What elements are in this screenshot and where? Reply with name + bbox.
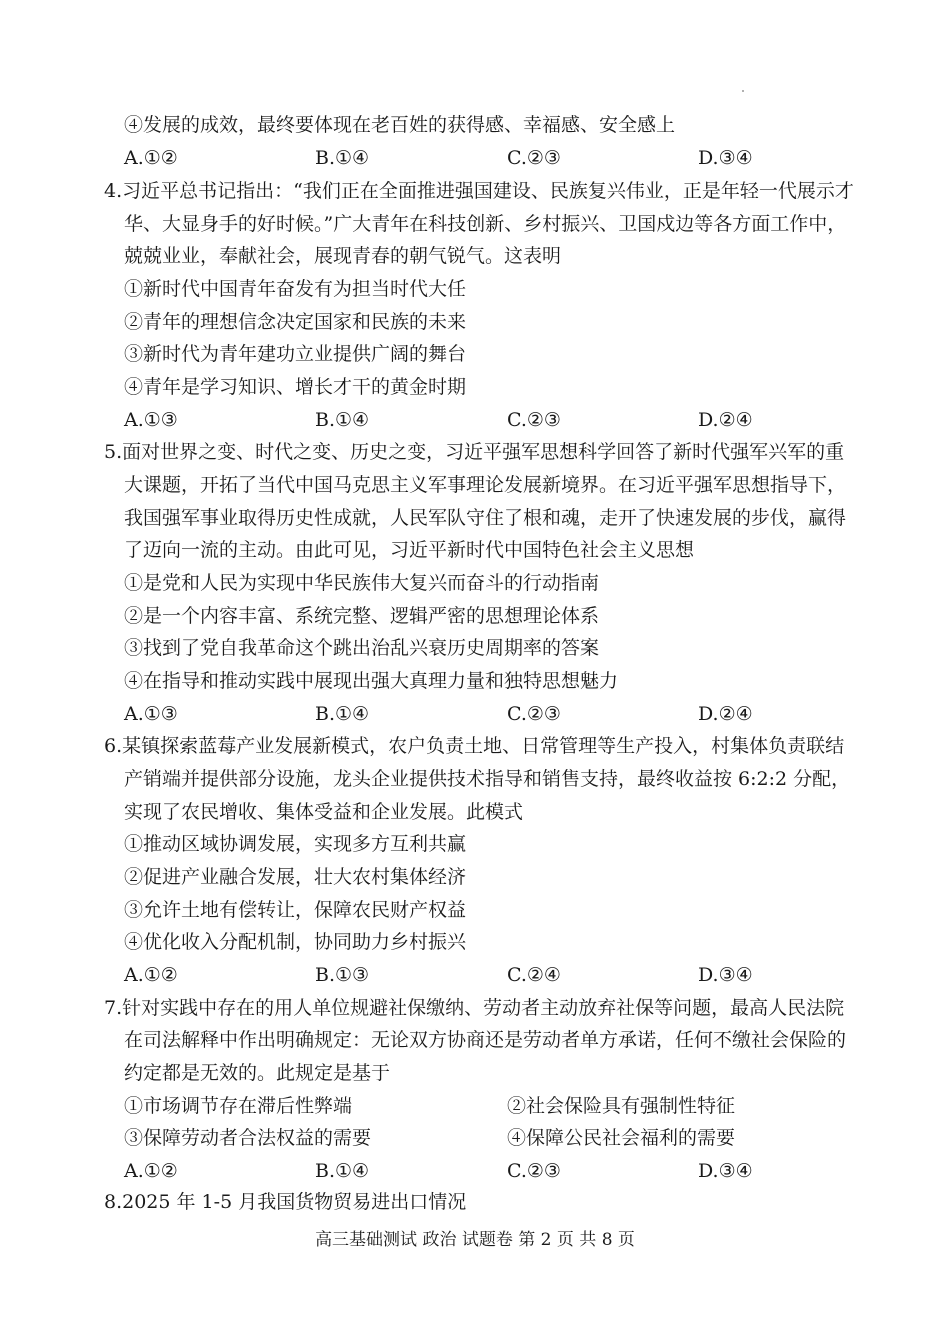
q7-statement-3: ③保障劳动者合法权益的需要 — [124, 1127, 372, 1149]
q7-option-a: A.①② — [124, 1160, 178, 1182]
q5-stem-line-3: 我国强军事业取得历史性成就，人民军队守住了根和魂，走开了快速发展的步伐，赢得 — [124, 507, 847, 529]
q7-stem-line-1: 7.针对实践中存在的用人单位规避社保缴纳、劳动者主动放弃社保等问题，最高人民法院 — [104, 997, 845, 1019]
q3-option-c: C.②③ — [507, 147, 561, 169]
q5-stem-line-2: 大课题，开拓了当代中国马克思主义军事理论发展新境界。在习近平强军思想指导下， — [124, 474, 847, 496]
q6-stem-line-3: 实现了农民增收、集体受益和企业发展。此模式 — [124, 801, 524, 823]
q3-option-a: A.①② — [124, 147, 178, 169]
q4-statement-2: ②青年的理想信念决定国家和民族的未来 — [124, 311, 467, 333]
q7-statements-row-1 — [124, 1094, 904, 1118]
q5-options — [124, 702, 904, 726]
q6-option-d: D.③④ — [698, 964, 753, 986]
q5-stem-line-1: 5.面对世界之变、时代之变、历史之变，习近平强军思想科学回答了新时代强军兴军的重 — [104, 441, 845, 463]
q6-option-c: C.②④ — [507, 964, 561, 986]
q4-statement-4: ④青年是学习知识、增长才干的黄金时期 — [124, 376, 467, 398]
q4-option-a: A.①③ — [124, 409, 178, 431]
q4-option-b: B.①④ — [315, 409, 370, 431]
q6-stem-line-1: 6.某镇探索蓝莓产业发展新模式，农户负责土地、日常管理等生产投入，村集体负责联结 — [104, 735, 845, 757]
q5-statement-4: ④在指导和推动实践中展现出强大真理力量和独特思想魅力 — [124, 670, 619, 692]
q6-statement-3: ③允许土地有偿转让，保障农民财产权益 — [124, 899, 467, 921]
q4-option-c: C.②③ — [507, 409, 561, 431]
q6-statement-4: ④优化收入分配机制，协同助力乡村振兴 — [124, 931, 467, 953]
q8-stem: 8.2025 年 1-5 月我国货物贸易进出口情况 — [104, 1191, 467, 1213]
q6-option-b: B.①③ — [315, 964, 370, 986]
q7-statement-4: ④保障公民社会福利的需要 — [507, 1127, 736, 1149]
q3-option-b: B.①④ — [315, 147, 370, 169]
q6-statement-2: ②促进产业融合发展，壮大农村集体经济 — [124, 866, 467, 888]
q5-statement-1: ①是党和人民为实现中华民族伟大复兴而奋斗的行动指南 — [124, 572, 600, 594]
q7-statements-row-2 — [124, 1126, 904, 1150]
q4-stem-line-3: 兢兢业业，奉献社会，展现青春的朝气锐气。这表明 — [124, 245, 562, 267]
q5-stem-line-4: 了迈向一流的主动。由此可见，习近平新时代中国特色社会主义思想 — [124, 539, 695, 561]
q7-stem-line-2: 在司法解释中作出明确规定：无论双方协商还是劳动者单方承诺，任何不缴社会保险的 — [124, 1029, 847, 1051]
q7-option-c: C.②③ — [507, 1160, 561, 1182]
scan-speck — [742, 90, 744, 92]
q6-stem-line-2: 产销端并提供部分设施，龙头企业提供技术指导和销售支持，最终收益按 6:2:2 分配， — [124, 768, 851, 790]
q5-option-d: D.②④ — [698, 703, 753, 725]
q3-statement-4: ④发展的成效，最终要体现在老百姓的获得感、幸福感、安全感上 — [124, 114, 676, 136]
q5-statement-3: ③找到了党自我革命这个跳出治乱兴衰历史周期率的答案 — [124, 637, 600, 659]
q7-option-d: D.③④ — [698, 1160, 753, 1182]
q4-stem-line-1: 4.习近平总书记指出：“我们正在全面推进强国建设、民族复兴伟业，正是年轻一代展示才 — [104, 180, 854, 202]
q4-stem-line-2: 华、大显身手的好时候。”广大青年在科技创新、乡村振兴、卫国戍边等各方面工作中， — [124, 213, 847, 235]
q5-statement-2: ②是一个内容丰富、系统完整、逻辑严密的思想理论体系 — [124, 605, 600, 627]
q7-stem-line-3: 约定都是无效的。此规定是基于 — [124, 1062, 391, 1084]
page-footer: 高三基础测试 政治 试题卷 第 2 页 共 8 页 — [315, 1230, 635, 1250]
q6-option-a: A.①② — [124, 964, 178, 986]
q7-options — [124, 1159, 904, 1183]
q3-option-d: D.③④ — [698, 147, 753, 169]
q4-option-d: D.②④ — [698, 409, 753, 431]
q7-option-b: B.①④ — [315, 1160, 370, 1182]
q6-statement-1: ①推动区域协调发展，实现多方互利共赢 — [124, 833, 467, 855]
q6-options — [124, 963, 904, 987]
q7-statement-1: ①市场调节存在滞后性弊端 — [124, 1095, 353, 1117]
q3-options — [124, 146, 904, 170]
q7-statement-2: ②社会保险具有强制性特征 — [507, 1095, 736, 1117]
q4-options — [124, 408, 904, 432]
q5-option-a: A.①③ — [124, 703, 178, 725]
q4-statement-3: ③新时代为青年建功立业提供广阔的舞台 — [124, 343, 467, 365]
q5-option-b: B.①④ — [315, 703, 370, 725]
q5-option-c: C.②③ — [507, 703, 561, 725]
q4-statement-1: ①新时代中国青年奋发有为担当时代大任 — [124, 278, 467, 300]
